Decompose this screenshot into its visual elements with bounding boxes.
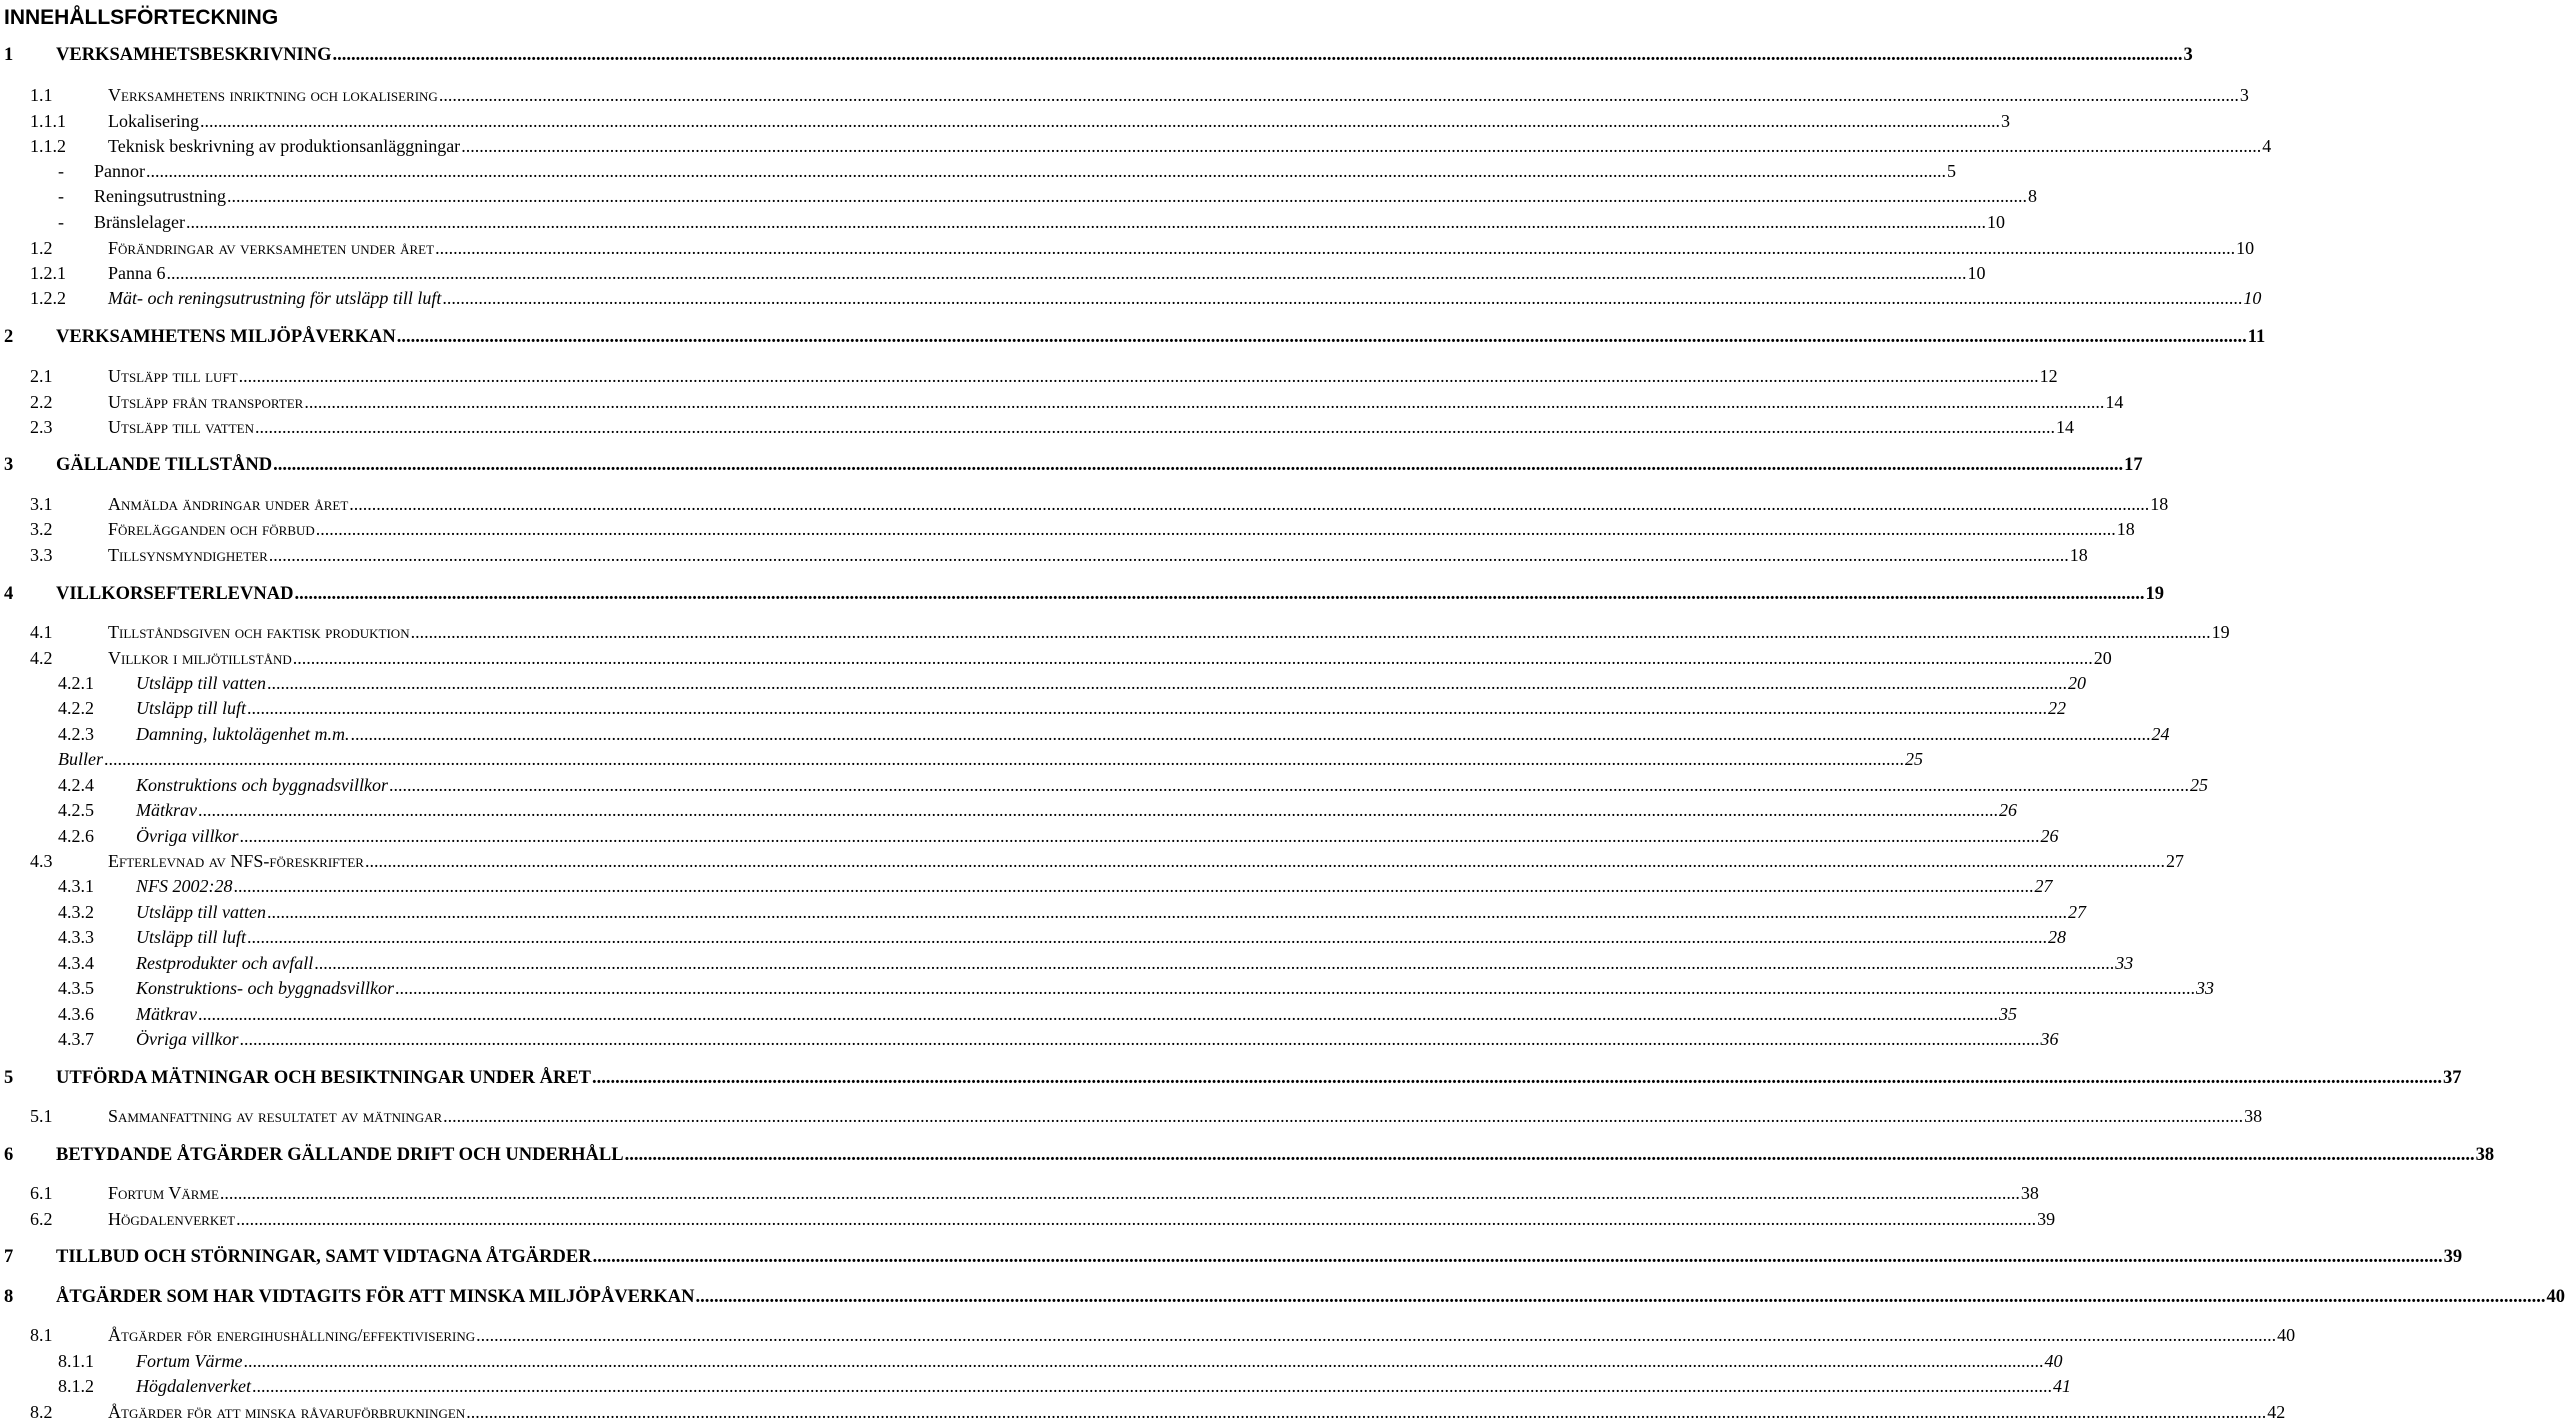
dot-leader: ................................................................................................................................................................................................................................................................................................................................................................................................................ (146, 161, 1946, 181)
toc-entry-page: 10 (1986, 212, 2005, 232)
toc-entry-number: 4.2.6 (58, 826, 94, 846)
dot-leader: ................................................................................................................................................................................................................................................................................................................................................................................................................ (443, 1106, 2244, 1126)
toc-entry-page: 17 (2124, 455, 2143, 475)
toc-entry[interactable] (58, 747, 1923, 771)
toc-entry[interactable] (58, 210, 2005, 234)
toc-entry-page: 25 (1905, 749, 1923, 769)
toc-entry-label: Villkor i miljötillstånd (108, 648, 292, 668)
toc-entry-label: Konstruktions- och byggnadsvillkor (136, 978, 394, 998)
toc-entry[interactable] (58, 773, 2208, 797)
toc-entry-label: Tillsynsmyndigheter (108, 545, 268, 565)
toc-entry-page: 3 (2239, 85, 2249, 105)
toc-entry[interactable] (30, 364, 2058, 388)
toc-entry[interactable] (30, 1323, 2296, 1347)
toc-entry[interactable] (4, 1143, 2495, 1167)
toc-entry-page: 5 (1947, 161, 1956, 181)
toc-entry-label: Mätkrav (136, 1004, 197, 1024)
toc-entry[interactable] (58, 798, 2017, 822)
toc-entry-number: 3 (4, 455, 14, 475)
toc-entry-number: 6 (4, 1145, 14, 1165)
toc-entry-number: 4.3.7 (58, 1029, 94, 1049)
dot-leader: ................................................................................................................................................................................................................................................................................................................................................................................................................ (410, 622, 2211, 642)
toc-entry-label: Efterlevnad av NFS-föreskrifter (108, 851, 364, 871)
toc-entry[interactable] (4, 1285, 2565, 1309)
toc-entry-page: 12 (2039, 366, 2058, 386)
dot-leader: ................................................................................................................................................................................................................................................................................................................................................................................................................ (624, 1145, 2475, 1165)
toc-entry-page: 40 (2044, 1351, 2063, 1371)
dot-leader: ................................................................................................................................................................................................................................................................................................................................................................................................................ (247, 698, 2048, 718)
dot-leader: ................................................................................................................................................................................................................................................................................................................................................................................................................ (247, 927, 2048, 947)
toc-entry-page: 18 (2150, 494, 2169, 514)
toc-entry-page: 18 (2069, 545, 2088, 565)
toc-entry[interactable] (30, 83, 2249, 107)
toc-entry-label: Panna 6 (108, 263, 166, 283)
toc-entry[interactable] (58, 1374, 2071, 1398)
toc-entry-label: Högdalenverket (108, 1209, 236, 1229)
toc-entry[interactable] (58, 824, 2059, 848)
dot-leader: ................................................................................................................................................................................................................................................................................................................................................................................................................ (461, 136, 2262, 156)
dot-leader: ................................................................................................................................................................................................................................................................................................................................................................................................................ (239, 1029, 2040, 1049)
toc-entry-number: 1.2 (30, 238, 53, 258)
toc-entry-label: Fortum Värme (136, 1351, 243, 1371)
dot-leader: ................................................................................................................................................................................................................................................................................................................................................................................................................ (233, 876, 2034, 896)
toc-entry-label: Lokalisering (108, 111, 199, 131)
toc-entry-page: 25 (2189, 775, 2208, 795)
toc-entry-number: 2 (4, 327, 14, 347)
toc-entry-page: 3 (2000, 111, 2010, 131)
toc-entry[interactable] (30, 543, 2088, 567)
toc-entry-number: 4.1 (30, 622, 53, 642)
toc-entry-number: 8.2 (30, 1402, 53, 1422)
toc-entry-label: Teknisk beskrivning av produktionsanläggningar (108, 136, 461, 156)
toc-entry-page: 40 (2546, 1287, 2565, 1307)
toc-entry-label: UTFÖRDA MÄTNINGAR OCH BESIKTNINGAR UNDER ÅRET (56, 1068, 592, 1088)
toc-entry-number: - (58, 161, 64, 181)
toc-entry-number: 8.1.2 (58, 1376, 94, 1396)
toc-entry-page: 26 (1998, 800, 2017, 820)
dot-leader: ................................................................................................................................................................................................................................................................................................................................................................................................................ (185, 212, 1986, 232)
toc-entry-label: Förelägganden och förbud (108, 519, 315, 539)
toc-entry-label: Mätkrav (136, 800, 197, 820)
toc-entry-page: 20 (2068, 673, 2086, 693)
toc-entry-label: Tillståndsgiven och faktisk produktion (108, 622, 410, 642)
toc-entry-page: 14 (2105, 392, 2124, 412)
toc-entry-number: 8.1.1 (58, 1351, 94, 1371)
dot-leader: ................................................................................................................................................................................................................................................................................................................................................................................................................ (466, 1402, 2267, 1422)
toc-entry-page: 10 (2243, 288, 2262, 308)
toc-entry-number: 4.2 (30, 648, 53, 668)
toc-entry-page: 10 (2236, 238, 2255, 258)
toc-entry[interactable] (58, 1349, 2063, 1373)
toc-entry[interactable] (4, 43, 2193, 67)
toc-entry[interactable] (30, 415, 2074, 439)
toc-entry-number: 3.2 (30, 519, 53, 539)
toc-entry-number: 5.1 (30, 1106, 53, 1126)
dot-leader: ................................................................................................................................................................................................................................................................................................................................................................................................................ (592, 1247, 2443, 1267)
toc-entry-number: - (58, 186, 64, 206)
toc-entry[interactable] (30, 849, 2184, 873)
dot-leader: ................................................................................................................................................................................................................................................................................................................................................................................................................ (199, 111, 2000, 131)
toc-entry-label: VERKSAMHETENS MILJÖPÅVERKAN (56, 327, 396, 347)
dot-leader: ................................................................................................................................................................................................................................................................................................................................................................................................................ (304, 392, 2105, 412)
toc-entry-number: 4.2.4 (58, 775, 94, 795)
dot-leader: ................................................................................................................................................................................................................................................................................................................................................................................................................ (197, 1004, 1998, 1024)
toc-entry-label: Förändringar av verksamheten under året (108, 238, 435, 258)
toc-entry[interactable] (58, 951, 2134, 975)
toc-entry-label: Utsläpp till luft (136, 927, 247, 947)
page-title: INNEHÅLLSFÖRTECKNING (4, 6, 279, 29)
toc-entry-page: 27 (2165, 851, 2184, 871)
toc-entry-page: 20 (2093, 648, 2112, 668)
toc-entry-number: 2.2 (30, 392, 53, 412)
toc-entry[interactable] (58, 1002, 2017, 1026)
toc-entry-number: 8.1 (30, 1325, 53, 1345)
toc-entry-number: 3.3 (30, 545, 53, 565)
toc-entry-page: 24 (2151, 724, 2170, 744)
toc-entry-number: 4 (4, 584, 14, 604)
toc-entry-page: 33 (2195, 978, 2214, 998)
toc-entry-label: ÅTGÄRDER SOM HAR VIDTAGITS FÖR ATT MINSKA MILJÖPÅVERKAN (56, 1287, 695, 1307)
toc-entry-label: VERKSAMHETSBESKRIVNING (56, 45, 332, 65)
dot-leader: ................................................................................................................................................................................................................................................................................................................................................................................................................ (292, 648, 2093, 668)
dot-leader: ................................................................................................................................................................................................................................................................................................................................................................................................................ (315, 519, 2116, 539)
toc-entry[interactable] (30, 134, 2272, 158)
toc-entry-page: 28 (2048, 927, 2067, 947)
toc-entry[interactable] (30, 1400, 2286, 1424)
toc-entry-page: 10 (1967, 263, 1986, 283)
dot-leader: ................................................................................................................................................................................................................................................................................................................................................................................................................ (267, 673, 2067, 693)
toc-entry-page: 27 (2034, 876, 2053, 896)
toc-entry-number: 4.3.6 (58, 1004, 94, 1024)
dot-leader: ................................................................................................................................................................................................................................................................................................................................................................................................................ (394, 978, 2195, 998)
toc-entry[interactable] (30, 1104, 2263, 1128)
dot-leader: ................................................................................................................................................................................................................................................................................................................................................................................................................ (197, 800, 1998, 820)
dot-leader: ................................................................................................................................................................................................................................................................................................................................................................................................................ (442, 288, 2243, 308)
dot-leader: ................................................................................................................................................................................................................................................................................................................................................................................................................ (251, 1376, 2052, 1396)
toc-entry[interactable] (30, 620, 2230, 644)
toc-entry-number: 6.2 (30, 1209, 53, 1229)
toc-entry[interactable] (58, 696, 2067, 720)
toc-entry-label: BETYDANDE ÅTGÄRDER GÄLLANDE DRIFT OCH UNDERHÅLL (56, 1145, 624, 1165)
toc-entry-number: 5 (4, 1068, 14, 1088)
toc-entry-number: 4.2.3 (58, 724, 94, 744)
toc-entry-page: 33 (2115, 953, 2134, 973)
toc-entry-number: 1.2.2 (30, 288, 66, 308)
toc-entry-number: - (58, 212, 64, 232)
toc-entry-page: 27 (2068, 902, 2086, 922)
toc-entry-page: 41 (2052, 1376, 2071, 1396)
toc-entry-page: 38 (2020, 1183, 2039, 1203)
toc-entry[interactable] (30, 236, 2255, 260)
dot-leader: ................................................................................................................................................................................................................................................................................................................................................................................................................ (435, 238, 2236, 258)
toc-entry-number: 1 (4, 45, 14, 65)
dot-leader: ................................................................................................................................................................................................................................................................................................................................................................................................................ (243, 1351, 2044, 1371)
toc-entry[interactable] (30, 109, 2010, 133)
toc-entry-number: 4.2.2 (58, 698, 94, 718)
toc-entry-label: Åtgärder för att minska råvaruförbrukningen (108, 1402, 466, 1422)
toc-entry-page: 35 (1998, 1004, 2017, 1024)
toc-entry-number: 1.1.1 (30, 111, 66, 131)
toc-entry[interactable] (58, 722, 2170, 746)
toc-entry-label: Utsläpp till vatten (136, 902, 266, 922)
dot-leader: ................................................................................................................................................................................................................................................................................................................................................................................................................ (364, 851, 2165, 871)
toc-entry-label: VILLKORSEFTERLEVNAD (56, 584, 294, 604)
dot-leader: ................................................................................................................................................................................................................................................................................................................................................................................................................ (438, 85, 2239, 105)
toc-entry-label: Fortum Värme (108, 1183, 219, 1203)
dot-leader: ................................................................................................................................................................................................................................................................................................................................................................................................................ (332, 45, 2183, 65)
dot-leader: ................................................................................................................................................................................................................................................................................................................................................................................................................ (227, 186, 2028, 206)
toc-entry-number: 4.2.1 (58, 673, 94, 693)
toc-entry-label: Buller (58, 749, 103, 769)
dot-leader: ................................................................................................................................................................................................................................................................................................................................................................................................................ (294, 584, 2145, 604)
toc-entry-page: 26 (2040, 826, 2059, 846)
toc-entry-label: Utsläpp från transporter (108, 392, 304, 412)
toc-entry-number: 1.2.1 (30, 263, 66, 283)
toc-entry-label: Utsläpp till vatten (108, 417, 254, 437)
dot-leader: ................................................................................................................................................................................................................................................................................................................................................................................................................ (388, 775, 2189, 795)
dot-leader: ................................................................................................................................................................................................................................................................................................................................................................................................................ (236, 1209, 2037, 1229)
dot-leader: ................................................................................................................................................................................................................................................................................................................................................................................................................ (695, 1287, 2546, 1307)
toc-entry-label: Utsläpp till luft (136, 698, 247, 718)
toc-entry-label: Åtgärder för energihushållning/effektivisering (108, 1325, 476, 1345)
dot-leader: ................................................................................................................................................................................................................................................................................................................................................................................................................ (314, 953, 2115, 973)
toc-entry[interactable] (58, 184, 2038, 208)
toc-entry[interactable] (30, 286, 2262, 310)
dot-leader: ................................................................................................................................................................................................................................................................................................................................................................................................................ (254, 417, 2055, 437)
toc-entry-page: 36 (2040, 1029, 2059, 1049)
toc-entry[interactable] (30, 261, 1986, 285)
toc-entry[interactable] (30, 517, 2135, 541)
toc-entry[interactable] (58, 874, 2053, 898)
toc-entry-page: 4 (2262, 136, 2272, 156)
toc-entry-number: 4.3.4 (58, 953, 94, 973)
toc-entry[interactable] (4, 453, 2143, 477)
toc-entry[interactable] (4, 325, 2266, 349)
toc-entry-number: 7 (4, 1247, 14, 1267)
toc-entry[interactable] (58, 159, 1956, 183)
toc-entry[interactable] (58, 976, 2214, 1000)
toc-entry[interactable] (30, 390, 2124, 414)
toc-entry-page: 39 (2037, 1209, 2056, 1229)
toc-entry[interactable] (4, 582, 2164, 606)
toc-entry-number: 2.3 (30, 417, 53, 437)
toc-entry-number: 4.3.5 (58, 978, 94, 998)
toc-entry[interactable] (58, 900, 2086, 924)
toc-entry-label: Högdalenverket (136, 1376, 251, 1396)
toc-entry[interactable] (30, 492, 2169, 516)
toc-entry-number: 8 (4, 1287, 14, 1307)
toc-entry-number: 4.3.2 (58, 902, 94, 922)
toc-entry-label: Damning, luktolägenhet m.m. (136, 724, 350, 744)
toc-entry-number: 4.3.1 (58, 876, 94, 896)
toc-entry[interactable] (30, 1181, 2039, 1205)
dot-leader: ................................................................................................................................................................................................................................................................................................................................................................................................................ (239, 826, 2040, 846)
toc-entry-page: 37 (2443, 1068, 2462, 1088)
toc-entry[interactable] (58, 1027, 2059, 1051)
toc-entry-page: 38 (2244, 1106, 2263, 1126)
toc-entry-page: 38 (2475, 1145, 2495, 1165)
toc-entry[interactable] (4, 1245, 2463, 1269)
toc-entry-label: Övriga villkor (136, 1029, 239, 1049)
toc-entry-label: Övriga villkor (136, 826, 239, 846)
dot-leader: ................................................................................................................................................................................................................................................................................................................................................................................................................ (349, 494, 2150, 514)
toc-entry-page: 19 (2211, 622, 2230, 642)
toc-entry-number: 1.1 (30, 85, 53, 105)
toc-entry-label: Restprodukter och avfall (136, 953, 314, 973)
toc-entry-label: Bränslelager (94, 212, 185, 232)
toc-entry-label: Anmälda ändringar under året (108, 494, 349, 514)
dot-leader: ................................................................................................................................................................................................................................................................................................................................................................................................................ (476, 1325, 2277, 1345)
toc-entry-number: 4.3.3 (58, 927, 94, 947)
dot-leader: ................................................................................................................................................................................................................................................................................................................................................................................................................ (350, 724, 2151, 744)
toc-entry[interactable] (58, 925, 2067, 949)
toc-entry[interactable] (4, 1066, 2462, 1090)
toc-entry-number: 1.1.2 (30, 136, 66, 156)
toc-entry-page: 42 (2267, 1402, 2286, 1422)
toc-entry-number: 2.1 (30, 366, 53, 386)
toc-entry-number: 4.2.5 (58, 800, 94, 820)
dot-leader: ................................................................................................................................................................................................................................................................................................................................................................................................................ (219, 1183, 2020, 1203)
toc-entry-page: 14 (2055, 417, 2074, 437)
toc-entry-number: 3.1 (30, 494, 53, 514)
dot-leader: ................................................................................................................................................................................................................................................................................................................................................................................................................ (267, 902, 2067, 922)
toc-entry-label: GÄLLANDE TILLSTÅND (56, 455, 273, 475)
dot-leader: ................................................................................................................................................................................................................................................................................................................................................................................................................ (238, 366, 2039, 386)
toc-entry[interactable] (58, 671, 2086, 695)
dot-leader: ................................................................................................................................................................................................................................................................................................................................................................................................................ (396, 327, 2247, 347)
dot-leader: ................................................................................................................................................................................................................................................................................................................................................................................................................ (104, 749, 1904, 769)
toc-entry[interactable] (30, 1207, 2056, 1231)
toc-entry-label: Pannor (94, 161, 145, 181)
dot-leader: ................................................................................................................................................................................................................................................................................................................................................................................................................ (592, 1068, 2443, 1088)
toc-entry-number: 4.3 (30, 851, 53, 871)
toc-entry-page: 22 (2048, 698, 2067, 718)
toc-entry-page: 40 (2277, 1325, 2296, 1345)
toc-entry-label: Verksamhetens inriktning och lokalisering (108, 85, 438, 105)
dot-leader: ................................................................................................................................................................................................................................................................................................................................................................................................................ (268, 545, 2069, 565)
toc-entry-label: Utsläpp till vatten (136, 673, 266, 693)
dot-leader: ................................................................................................................................................................................................................................................................................................................................................................................................................ (273, 455, 2124, 475)
toc-entry-label: TILLBUD OCH STÖRNINGAR, SAMT VIDTAGNA ÅTGÄRDER (56, 1247, 592, 1267)
toc-entry-label: Reningsutrustning (94, 186, 227, 206)
toc-entry-page: 19 (2145, 584, 2164, 604)
toc-entry-label: Sammanfattning av resultatet av mätningar (108, 1106, 443, 1126)
toc-entry-page: 39 (2443, 1247, 2463, 1267)
toc-entry-page: 11 (2247, 327, 2266, 347)
toc-entry-page: 3 (2183, 45, 2193, 65)
toc-entry-label: Utsläpp till luft (108, 366, 238, 386)
dot-leader: ................................................................................................................................................................................................................................................................................................................................................................................................................ (166, 263, 1967, 283)
toc-entry-page: 8 (2028, 186, 2038, 206)
toc-entry-label: Konstruktions och byggnadsvillkor (136, 775, 388, 795)
toc-entry-page: 18 (2116, 519, 2135, 539)
toc-entry-number: 6.1 (30, 1183, 53, 1203)
toc-entry-label: NFS 2002:28 (136, 876, 233, 896)
toc-entry[interactable] (30, 646, 2112, 670)
toc-entry-label: Mät- och reningsutrustning för utsläpp till luft (108, 288, 442, 308)
